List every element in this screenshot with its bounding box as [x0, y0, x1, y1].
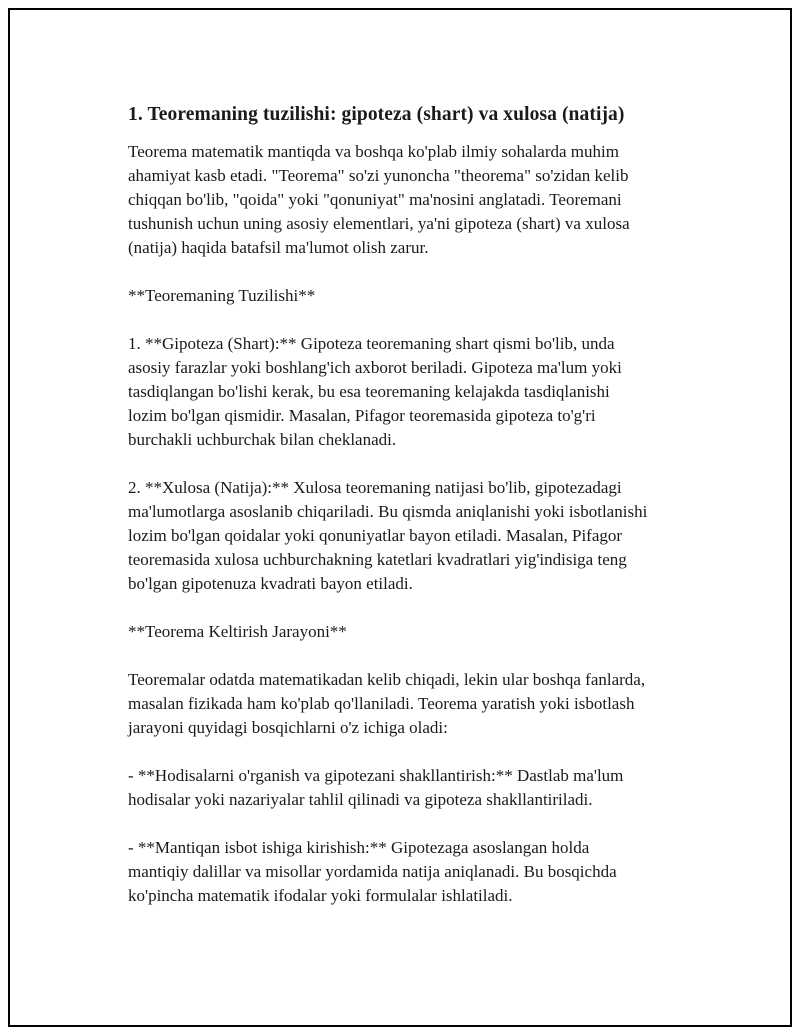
hypothesis-paragraph: 1. **Gipoteza (Shart):** Gipoteza teoremaning shart qismi bo'lib, unda asosiy farazlar yoki boshlang'ich axborot beriladi. Gipoteza ma'lum yoki tasdiqlangan bo'lishi kerak, bu esa teoremaning kelajakda tasdiqlanishi lozim bo'lgan qismidir. Masalan, Pifagor teoremasida gipoteza to'g'ri burchakli uchburchak bilan cheklanadi. — [128, 334, 622, 449]
process-intro-paragraph: Teoremalar odatda matematikadan kelib chiqadi, lekin ular boshqa fanlarda, masalan fizikada ham ko'plab qo'llaniladi. Teorema yaratish yoki isbotlash jarayoni quyidagi bosqichlarni o'z ichiga oladi: — [128, 670, 646, 737]
page-frame — [8, 8, 792, 1027]
subheading-structure: **Teoremaning Tuzilishi** — [128, 286, 316, 305]
section-heading: 1. Teoremaning tuzilishi: gipoteza (shart) va xulosa (natija) — [128, 104, 625, 125]
document-body — [128, 102, 698, 932]
list-item-observation: - **Hodisalarni o'rganish va gipotezani shakllantirish:** Dastlab ma'lum hodisalar yoki nazariyalar tahlil qilinadi va gipoteza shakllantiriladi. — [128, 766, 624, 809]
conclusion-paragraph: 2. **Xulosa (Natija):** Xulosa teoremaning natijasi bo'lib, gipotezadagi ma'lumotlarga asoslanib chiqariladi. Bu qismda aniqlanishi yoki isbotlanishi lozim bo'lgan qoidalar yoki qonuniyatlar bayon etiladi. Masalan, Pifagor teoremasida xulosa uchburchakning katetlari kvadratlari yig'indisiga teng bo'lgan gipotenuza kvadrati bayon etiladi. — [128, 478, 648, 593]
list-item-proof: - **Mantiqan isbot ishiga kirishish:** Gipotezaga asoslangan holda mantiqiy dalillar va misollar yordamida natija aniqlanadi. Bu bosqichda ko'pincha matematik ifodalar yoki formulalar ishlatiladi. — [128, 838, 617, 905]
intro-paragraph: Teorema matematik mantiqda va boshqa ko'plab ilmiy sohalarda muhim ahamiyat kasb etadi. "Teorema" so'zi yunoncha "theorema" so'zidan kelib chiqqan bo'lib, "qoida" yoki "qonuniyat" ma'nosini anglatadi. Teoremani tushunish uchun uning asosiy elementlari, ya'ni gipoteza (shart) va xulosa (natija) haqida batafsil ma'lumot olish zarur. — [128, 142, 630, 257]
subheading-process: **Teorema Keltirish Jarayoni** — [128, 622, 347, 641]
